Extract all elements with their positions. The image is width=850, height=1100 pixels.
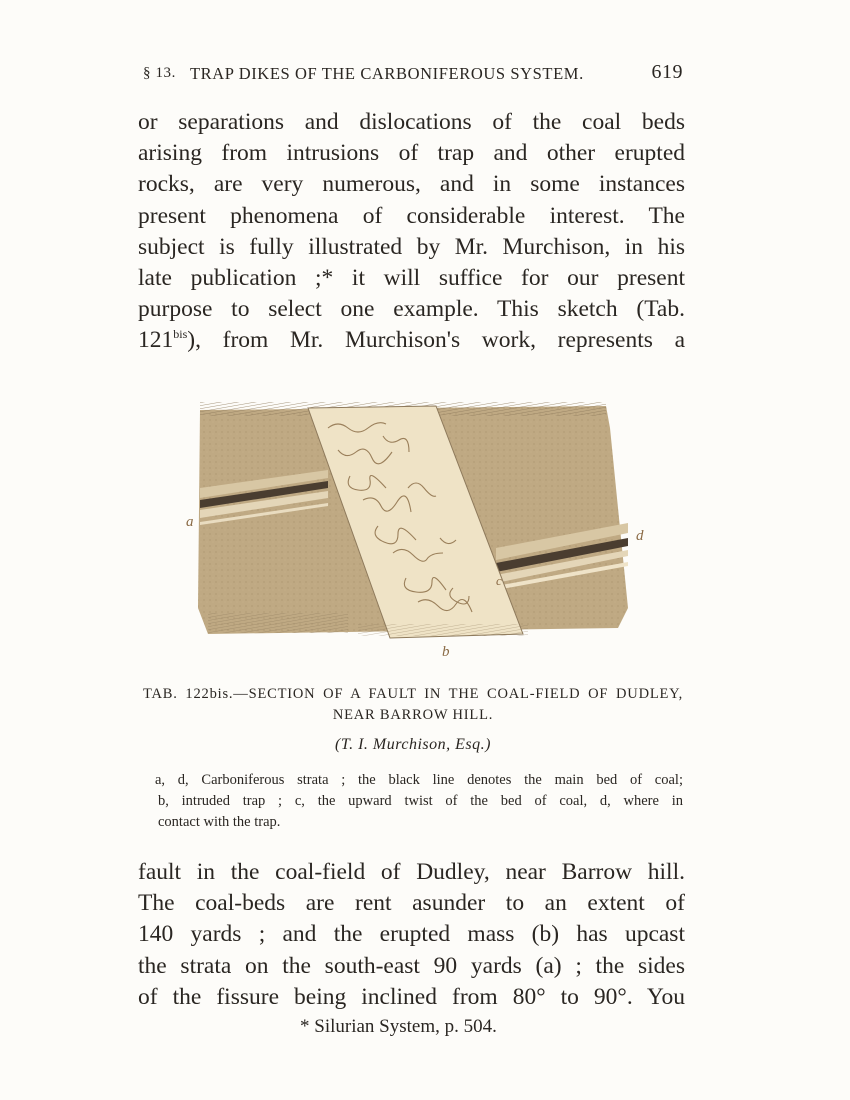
figure-label-a: a bbox=[186, 514, 194, 530]
figure-label-b: b bbox=[442, 644, 450, 660]
text-line-last bbox=[138, 325, 685, 356]
tab-number: 121 bbox=[138, 327, 174, 354]
text-line-tail: ), from Mr. Murchison's work, represents a bbox=[187, 327, 685, 354]
text-line: subject is fully illustrated by Mr. Murchison, in his bbox=[138, 233, 685, 260]
text-line: or separations and dislocations of the coal beds bbox=[138, 109, 685, 135]
figure-label-c: c bbox=[496, 573, 502, 588]
text-line: the strata on the south-east 90 yards (a) ; the sides bbox=[138, 952, 685, 979]
text-line: fault in the coal-field of Dudley, near Barrow hill. bbox=[138, 859, 685, 885]
figure-legend bbox=[155, 770, 683, 833]
text-line: of the fissure being inclined from 80° to 90°. You bbox=[138, 983, 685, 1010]
text-line: purpose to select one example. This sketch (Tab. bbox=[138, 296, 685, 323]
text-line: rocks, are very numerous, and in some instances bbox=[138, 171, 685, 198]
figure-label-d: d bbox=[636, 528, 644, 544]
caption-line-2: NEAR BARROW HILL. bbox=[332, 707, 494, 723]
legend-line: a, d, Carboniferous strata ; the black line denotes the main bed of coal; bbox=[155, 772, 683, 788]
paragraph-top bbox=[138, 107, 685, 357]
footnote: * Silurian System, p. 504. bbox=[300, 1016, 497, 1037]
paragraph-bottom bbox=[138, 857, 685, 1013]
legend-line: contact with the trap. bbox=[158, 814, 281, 830]
fault-illustration bbox=[178, 388, 658, 656]
legend-line: b, intruded trap ; c, the upward twist of the bed of coal, d, where in bbox=[158, 793, 683, 809]
figure-credit: (T. I. Murchison, Esq.) bbox=[335, 736, 491, 753]
text-line: arising from intrusions of trap and other erupted bbox=[138, 140, 685, 167]
text-line: The coal-beds are rent asunder to an extent of bbox=[138, 890, 685, 917]
page-number: 619 bbox=[651, 61, 683, 83]
fault-section-figure bbox=[178, 388, 658, 660]
text-line: 140 yards ; and the erupted mass (b) has upcast bbox=[138, 921, 685, 948]
text-line: present phenomena of considerable interest. The bbox=[138, 202, 685, 229]
running-title: TRAP DIKES OF THE CARBONIFEROUS SYSTEM. bbox=[190, 64, 584, 83]
superscript-bis: bis bbox=[173, 327, 188, 342]
text-line: late publication ;* it will suffice for our present bbox=[138, 265, 685, 292]
section-number: § 13. bbox=[143, 65, 176, 81]
caption-line-1: TAB. 122bis.—SECTION OF A FAULT IN THE COAL-FIELD OF DUDLEY, bbox=[143, 686, 683, 702]
running-head bbox=[143, 62, 683, 88]
figure-caption-title bbox=[143, 684, 683, 726]
